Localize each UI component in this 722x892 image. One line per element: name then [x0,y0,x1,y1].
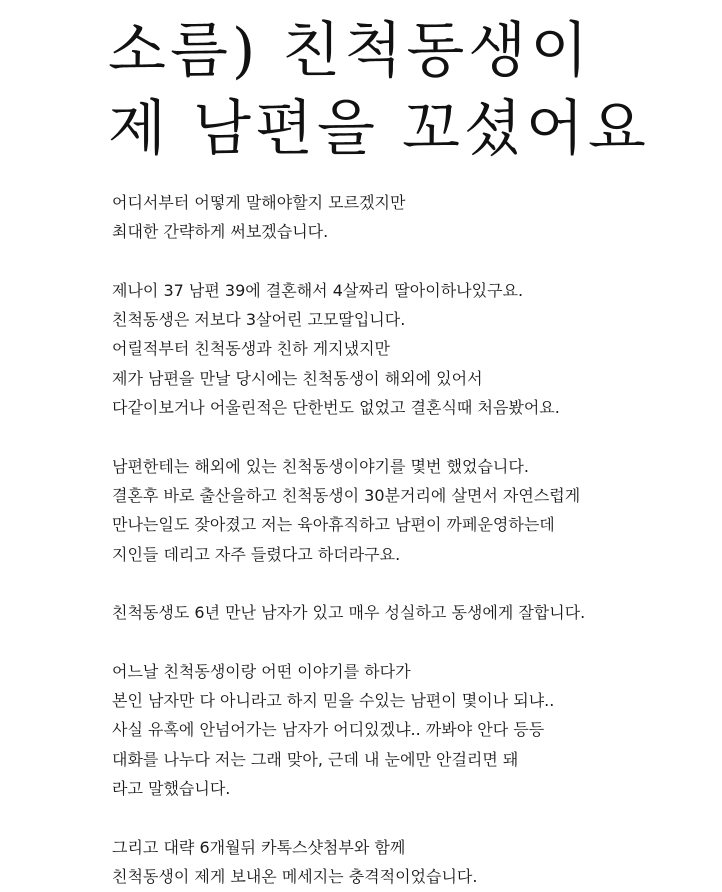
paragraph [112,188,712,247]
title-line: 제 남편을 꼬셨어요 [108,94,650,164]
paragraph [112,598,712,627]
paragraph-gap [112,627,712,656]
paragraph [112,276,712,422]
body-line: 대화를 나누다 저는 그래 맞아, 근데 내 눈에만 안걸리면 돼 [112,749,519,769]
body-line: 본인 남자만 다 아니라고 하지 믿을 수있는 남편이 몇이나 되냐.. [112,691,555,711]
paragraph-gap [112,247,712,276]
paragraph-gap [112,569,712,598]
body-line: 만나는일도 잦아졌고 저는 육아휴직하고 남편이 까페운영하는데 [112,515,555,535]
article-title [108,12,708,168]
paragraph [112,833,712,892]
body-line: 다같이보거나 어울린적은 단한번도 없었고 결혼식때 처음봤어요. [112,398,560,418]
body-line: 최대한 간략하게 써보겠습니다. [112,222,329,242]
body-line: 어느날 친척동생이랑 어떤 이야기를 하다가 [112,661,411,681]
body-line: 남편한테는 해외에 있는 친척동생이야기를 몇번 했었습니다. [112,456,529,476]
body-line: 제가 남편을 만날 당시에는 친척동생이 해외에 있어서 [112,368,483,388]
body-line: 사실 유혹에 안넘어가는 남자가 어디있겠냐.. 까봐야 안다 등등 [112,720,545,740]
body-line: 친척동생이 제게 보내온 메세지는 충격적이었습니다. [112,866,478,886]
body-line: 친척동생은 저보다 3살어린 고모딸입니다. [112,310,406,330]
body-line: 어릴적부터 친척동생과 친하 게지냈지만 [112,339,391,359]
article-body [112,188,712,891]
body-line: 친척동생도 6년 만난 남자가 있고 매우 성실하고 동생에게 잘합니다. [112,603,586,623]
paragraph [112,657,712,803]
paragraph-gap [112,422,712,451]
body-line: 그리고 대략 6개월뒤 카톡스샷첨부와 함께 [112,837,406,857]
body-line: 어디서부터 어떻게 말해야할지 모르겠지만 [112,193,406,212]
body-line: 지인들 데리고 자주 들렸다고 하더라구요. [112,544,401,564]
paragraph [112,452,712,569]
body-line: 라고 말했습니다. [112,778,231,798]
body-line: 결혼후 바로 출산을하고 친척동생이 30분거리에 살면서 자연스럽게 [112,485,581,505]
body-line: 제나이 37 남편 39에 결혼해서 4살짜리 딸아이하나있구요. [112,280,524,300]
paragraph-gap [112,803,712,832]
title-line: 소름) 친척동생이 [108,16,593,86]
